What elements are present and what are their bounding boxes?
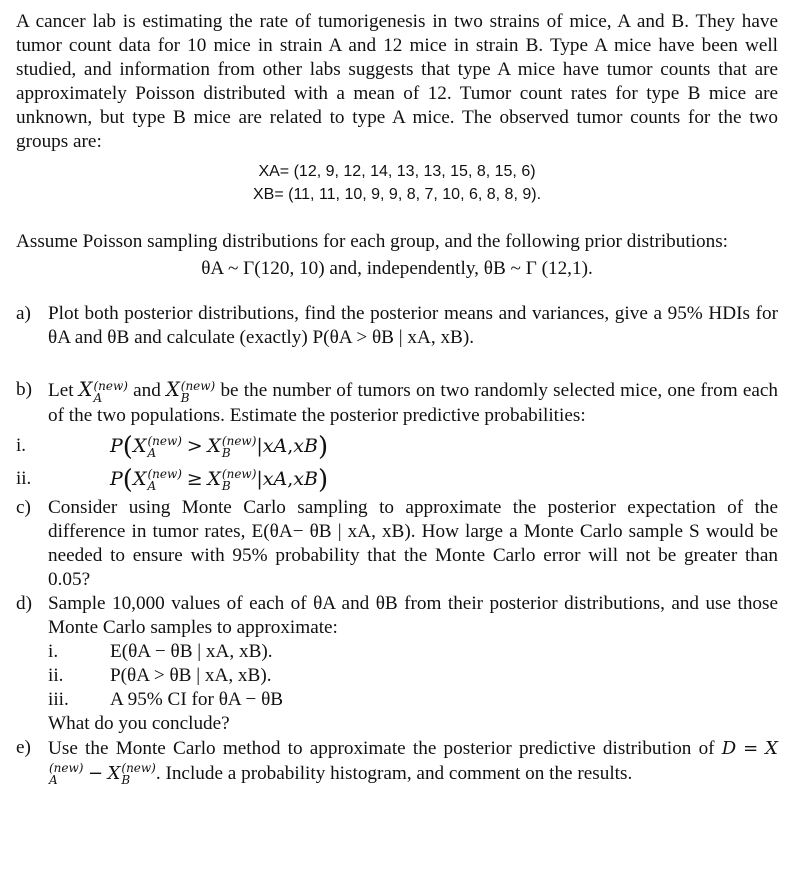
question-c [16, 496, 778, 592]
question-b-ii-label: ii. [16, 467, 32, 489]
question-d-iii-label: iii. [48, 688, 69, 710]
x-b-new-symbol: X (new) B [166, 378, 216, 405]
question-c-label: c) [16, 496, 31, 518]
question-d-i-label: i. [48, 640, 59, 662]
data-a-label: XA= [258, 163, 290, 180]
question-b-i-label: i. [16, 434, 27, 456]
question-e-text-start: Use the Monte Carlo method to approximate the posterior predictive distribution of [48, 737, 715, 759]
question-d-label: d) [16, 592, 32, 614]
x-a-new-symbol: X (new) A [78, 378, 128, 405]
question-b-ii [16, 463, 778, 496]
question-b-text-rest: be the number of tumors on two randomly selected mice, one from each of the two populations. Estimate the posterior predictive probabilities: [48, 380, 779, 426]
question-b-label: b) [16, 379, 32, 400]
question-d-ii [48, 664, 778, 688]
question-d-iii [48, 688, 778, 712]
question-a [16, 302, 778, 350]
question-b-text-and: and [133, 380, 161, 401]
question-d [16, 592, 778, 640]
question-e [16, 736, 778, 787]
intro-paragraph: A cancer lab is estimating the rate of tumorigenesis in two strains of mice, A and B. They have tumor count data for 10 mice in strain A and 12 mice in strain B. Type A mice have been well studied, and information from other labs suggests that type A mice have tumor counts that are approximately Poisson distributed with a mean of 12. Tumor count rates for type B mice are unknown, but type B mice are related to type A mice. The observed tumor counts for the two groups are: [16, 11, 778, 152]
question-c-text: Consider using Monte Carlo sampling to approximate the posterior expectation of the difference in tumor rates, E(θA− θB | xA, xB). How large a Monte Carlo sample S would be needed to ensure with 95% probability that the Monte Carlo error will not be greater than 0.05? [48, 496, 778, 590]
data-b-label: XB= [252, 186, 284, 203]
data-a-line [16, 160, 778, 183]
question-d-conclude [16, 712, 778, 736]
question-d-i-text: E(θA − θB | xA, xB). [110, 640, 273, 662]
question-d-conclude-text: What do you conclude? [48, 712, 230, 734]
difference-expression: D = X (new) A − X (new) B [49, 737, 778, 788]
question-b-i-expression: P(X (new) A > X (new) B |xA,xB) [110, 431, 329, 462]
question-b-text-start: Let [48, 380, 74, 401]
data-a-values: (12, 9, 12, 14, 13, 13, 15, 8, 15, 6) [293, 163, 536, 180]
assumption-paragraph: Assume Poisson sampling distributions for each group, and the following prior distributions: [16, 231, 729, 252]
question-e-label: e) [16, 736, 31, 758]
question-d-ii-text: P(θA > θB | xA, xB). [110, 664, 272, 686]
problem-page [16, 10, 778, 786]
question-e-text-end: . Include a probability histogram, and comment on the results. [155, 762, 633, 784]
question-d-ii-label: ii. [48, 664, 64, 686]
question-a-text: Plot both posterior distributions, find the posterior means and variances, give a 95% HDIs for θA and θB and calculate (exactly) P(θA > θB | xA, xB). [48, 303, 778, 348]
question-b-ii-expression: P(X (new) A ≥ X (new) B |xA,xB) [110, 464, 329, 495]
question-a-label: a) [16, 303, 31, 324]
question-d-text: Sample 10,000 values of each of θA and θB from their posterior distributions, and use those Monte Carlo samples to approximate: [48, 592, 778, 638]
prior-line: θA ~ Γ(120, 10) and, independently, θB ~ Γ (12,1). [201, 258, 593, 279]
observed-data [16, 160, 778, 206]
question-d-i [48, 640, 778, 664]
question-d-iii-text: A 95% CI for θA − θB [110, 688, 284, 710]
question-b [16, 378, 778, 428]
data-b-values: (11, 11, 10, 9, 9, 8, 7, 10, 6, 8, 8, 9). [288, 186, 542, 203]
data-b-line [16, 183, 778, 206]
question-b-i [16, 430, 778, 463]
